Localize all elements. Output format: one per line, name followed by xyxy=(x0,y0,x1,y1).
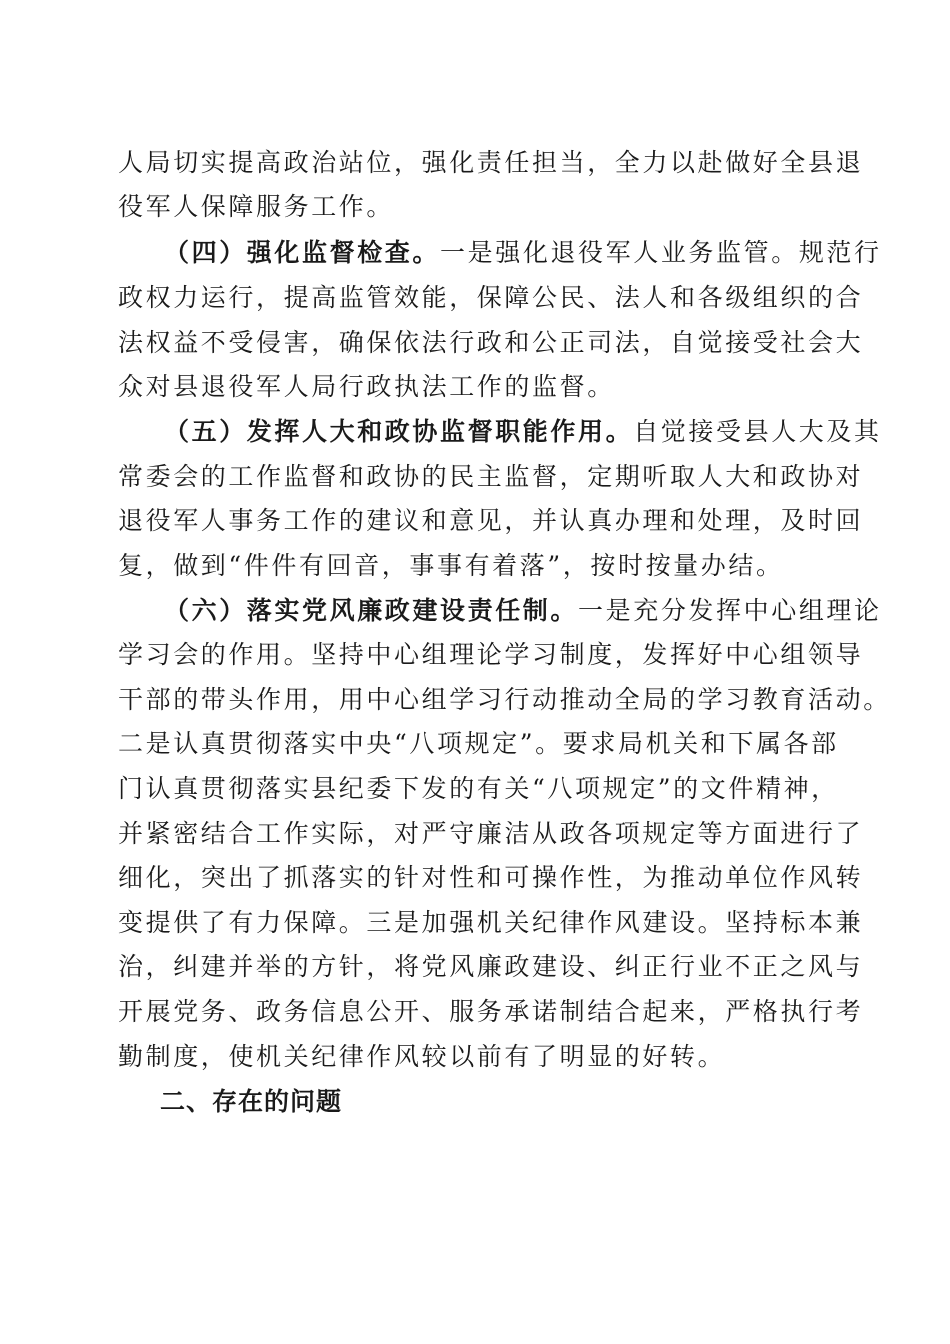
paragraph-6-line-5: 门认真贯彻落实县纪委下发的有关“八项规定”的文件精神， xyxy=(118,774,839,803)
paragraph-4-line-1-text: 一是强化退役军人业务监管。规范行 xyxy=(440,238,882,267)
paragraph-5-line-2: 常委会的工作监督和政协的民主监督，定期听取人大和政协对 xyxy=(118,462,864,491)
paragraph-6-line-3: 干部的带头作用，用中心组学习行动推动全局的学习教育活动。 xyxy=(118,685,891,714)
paragraph-6-line-1 xyxy=(164,596,882,626)
paragraph-4-line-3: 法权益不受侵害，确保依法行政和公正司法，自觉接受社会大 xyxy=(118,328,864,357)
paragraph-6-line-6: 并紧密结合工作实际，对严守廉洁从政各项规定等方面进行了 xyxy=(118,819,864,848)
paragraph-6-line-9: 治，纠建并举的方针，将党风廉政建设、纠正行业不正之风与 xyxy=(118,952,864,981)
paragraph-4-heading: （四）强化监督检查。 xyxy=(164,238,441,267)
paragraph-1-line-2: 役军人保障服务工作。 xyxy=(118,192,395,221)
paragraph-6-line-10: 开展党务、政务信息公开、服务承诺制结合起来，严格执行考 xyxy=(118,997,864,1026)
paragraph-6-line-11: 勤制度，使机关纪律作风较以前有了明显的好转。 xyxy=(118,1042,726,1071)
paragraph-6-line-8: 变提供了有力保障。三是加强机关纪律作风建设。坚持标本兼 xyxy=(118,908,864,937)
paragraph-5-line-1 xyxy=(164,417,882,447)
paragraph-5-line-1-text: 自觉接受县人大及其 xyxy=(633,417,882,446)
paragraph-5-heading: （五）发挥人大和政协监督职能作用。 xyxy=(164,417,634,446)
paragraph-6-heading: （六）落实党风廉政建设责任制。 xyxy=(164,596,579,625)
paragraph-6-line-1-text: 一是充分发挥中心组理论 xyxy=(578,596,882,625)
paragraph-6-line-2: 学习会的作用。坚持中心组理论学习制度，发挥好中心组领导 xyxy=(118,640,864,669)
paragraph-1-line-1: 人局切实提高政治站位，强化责任担当，全力以赴做好全县退 xyxy=(118,148,864,177)
paragraph-6-line-7: 细化，突出了抓落实的针对性和可操作性，为推动单位作风转 xyxy=(118,863,864,892)
paragraph-4-line-4: 众对县退役军人局行政执法工作的监督。 xyxy=(118,372,615,401)
paragraph-5-line-4: 复，做到“件件有回音，事事有着落”，按时按量办结。 xyxy=(118,551,784,580)
paragraph-5-line-3: 退役军人事务工作的建议和意见，并认真办理和处理，及时回 xyxy=(118,506,864,535)
paragraph-4-line-2: 政权力运行，提高监管效能，保障公民、法人和各级组织的合 xyxy=(118,283,864,312)
paragraph-6-line-4: 二是认真贯彻落实中央“八项规定”。要求局机关和下属各部 xyxy=(118,729,839,758)
paragraph-4-line-1 xyxy=(164,238,882,268)
section-2-heading: 二、存在的问题 xyxy=(160,1087,343,1116)
